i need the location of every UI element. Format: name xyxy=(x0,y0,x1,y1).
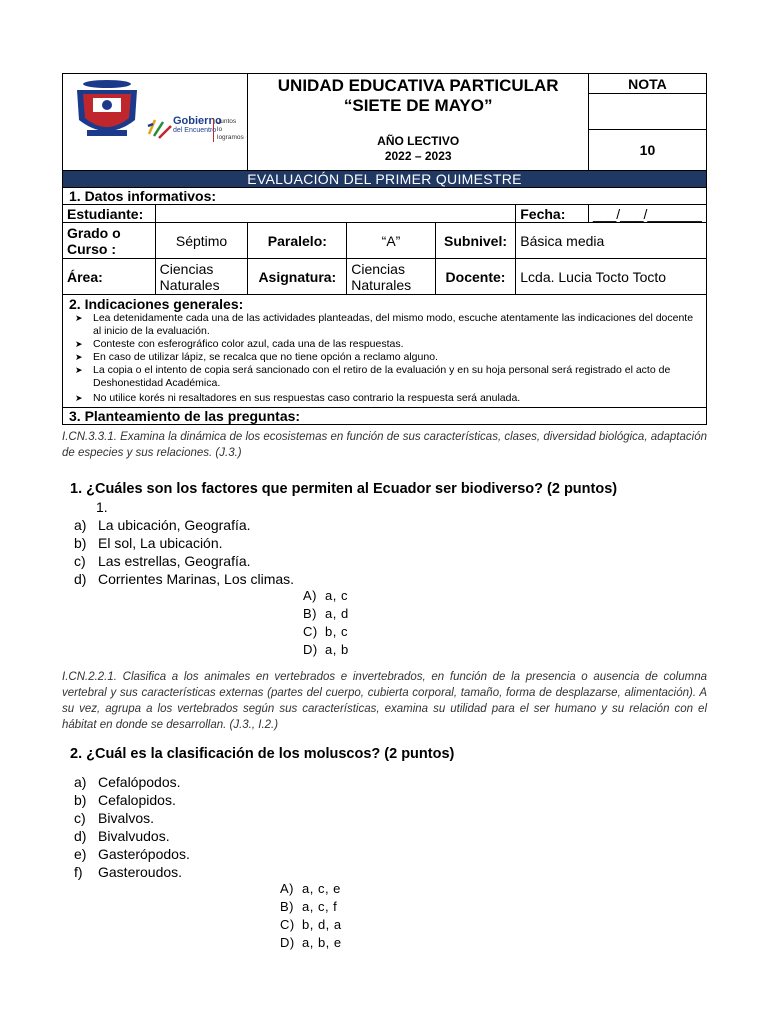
question-2-title: 2. ¿Cuál es la clasificación de los moluscos? (2 puntos) xyxy=(70,746,455,762)
gobierno-logo-icon xyxy=(145,112,175,142)
question-2-answers xyxy=(280,880,342,952)
indicaciones-list xyxy=(69,312,702,405)
area-label: Área: xyxy=(63,259,156,295)
subnivel-label: Subnivel: xyxy=(435,223,515,259)
question-1-title: 1. ¿Cuáles son los factores que permiten al Ecuador ser biodiverso? (2 puntos) xyxy=(70,481,618,497)
paralelo-label: Paralelo: xyxy=(248,223,347,259)
nota-blank-cell xyxy=(588,94,706,130)
nota-label: NOTA xyxy=(588,74,706,94)
question-1-options xyxy=(74,516,294,588)
option-c[interactable]: c) Bivalvos. xyxy=(74,810,155,826)
answer-B[interactable]: B) a, c, f xyxy=(280,899,338,914)
grado-value: Séptimo xyxy=(155,223,248,259)
school-cell xyxy=(248,74,589,171)
fecha-field[interactable]: ___/___/_______ xyxy=(588,205,706,223)
option-d[interactable]: d) Bivalvudos. xyxy=(74,828,170,844)
option-d[interactable]: d) Corrientes Marinas, Los climas. xyxy=(74,571,295,587)
answer-A[interactable]: A) a, c xyxy=(303,588,348,603)
option-b[interactable]: b) El sol, La ubicación. xyxy=(74,535,223,551)
nota-value: 10 xyxy=(588,130,706,171)
indicaciones-title: 2. Indicaciones generales: xyxy=(69,296,244,312)
indicacion-item: ➤ Lea detenidamente cada una de las actividades planteadas, del mismo modo, escuche atentamente las indicaciones del docente al inicio de la evaluación. xyxy=(93,312,698,338)
planteamiento-title: 3. Planteamiento de las preguntas: xyxy=(63,408,707,425)
indicator-2: I.CN.2.2.1. Clasifica a los animales en vertebrados e invertebrados, en función de la presencia o ausencia de columna vertebral y sus características externas (partes del cuerpo, cubierta corporal, tamaño, forma de desplazarse, alimentación). A su vez, agrupa a los vertebrados según sus características, examina su utilidad para el ser humano y su relación con el hábitat en donde se desarrollan. (J.3., I.2.) xyxy=(62,671,707,731)
answer-A[interactable]: A) a, c, e xyxy=(280,881,341,896)
indicacion-item: ➤ Conteste con esferográfico color azul, cada una de las respuestas. xyxy=(93,338,698,351)
indicaciones-cell xyxy=(63,295,707,408)
option-c[interactable]: c) Las estrellas, Geografía. xyxy=(74,553,251,569)
year-value: 2022 – 2023 xyxy=(384,149,452,163)
gov-logo-text: Gobierno del Encuentro xyxy=(173,115,222,134)
logos-cell xyxy=(63,74,248,171)
evaluation-title: EVALUACIÓN DEL PRIMER QUIMESTRE xyxy=(63,171,707,188)
year-label: AÑO LECTIVO xyxy=(377,134,460,148)
answer-D[interactable]: D) a, b, e xyxy=(280,935,342,950)
datos-section-title: 1. Datos informativos: xyxy=(63,188,707,205)
question-1-stray-number: 1. xyxy=(96,499,108,515)
question-1-answers xyxy=(303,587,349,659)
asignatura-label: Asignatura: xyxy=(248,259,347,295)
docente-value: Lcda. Lucia Tocto Tocto xyxy=(516,259,707,295)
answer-D[interactable]: D) a, b xyxy=(303,642,349,657)
asignatura-value: Ciencias Naturales xyxy=(347,259,436,295)
option-b[interactable]: b) Cefalopidos. xyxy=(74,792,176,808)
docente-label: Docente: xyxy=(435,259,515,295)
answer-C[interactable]: C) b, d, a xyxy=(280,917,342,932)
estudiante-field[interactable] xyxy=(155,205,516,223)
answer-B[interactable]: B) a, d xyxy=(303,606,349,621)
gov-slogan: Juntos lo logramos xyxy=(213,118,247,142)
option-a[interactable]: a) La ubicación, Geografía. xyxy=(74,517,251,533)
school-name-line1: UNIDAD EDUCATIVA PARTICULAR xyxy=(277,76,559,95)
option-f[interactable]: f) Gasteroudos. xyxy=(74,864,183,880)
indicacion-item: ➤ No utilice korés ni resaltadores en sus respuestas caso contrario la respuesta será anulada. xyxy=(93,392,698,405)
option-a[interactable]: a) Cefalópodos. xyxy=(74,774,181,790)
estudiante-label: Estudiante: xyxy=(63,205,156,223)
fecha-label: Fecha: xyxy=(516,205,589,223)
area-value: Ciencias Naturales xyxy=(155,259,248,295)
paralelo-value: “A” xyxy=(347,223,436,259)
grado-label: Grado o Curso : xyxy=(63,223,156,259)
indicacion-item: ➤ En caso de utilizar lápiz, se recalca que no tiene opción a reclamo alguno. xyxy=(93,351,698,364)
answer-C[interactable]: C) b, c xyxy=(303,624,348,639)
school-name-line2: “SIETE DE MAYO” xyxy=(343,96,493,115)
indicator-1: I.CN.3.3.1. Examina la dinámica de los ecosistemas en función de sus características, clases, diversidad biológica, adaptación de especies y sus relaciones. (J.3.) xyxy=(62,431,707,459)
indicacion-item: ➤ La copia o el intento de copia será sancionado con el retiro de la evaluación y en su hoja personal será registrado el acto de Deshonestidad Académica. xyxy=(93,364,698,390)
header-table xyxy=(62,73,707,425)
question-2-options xyxy=(74,773,190,881)
option-e[interactable]: e) Gasterópodos. xyxy=(74,846,190,862)
subnivel-value: Básica media xyxy=(516,223,707,259)
